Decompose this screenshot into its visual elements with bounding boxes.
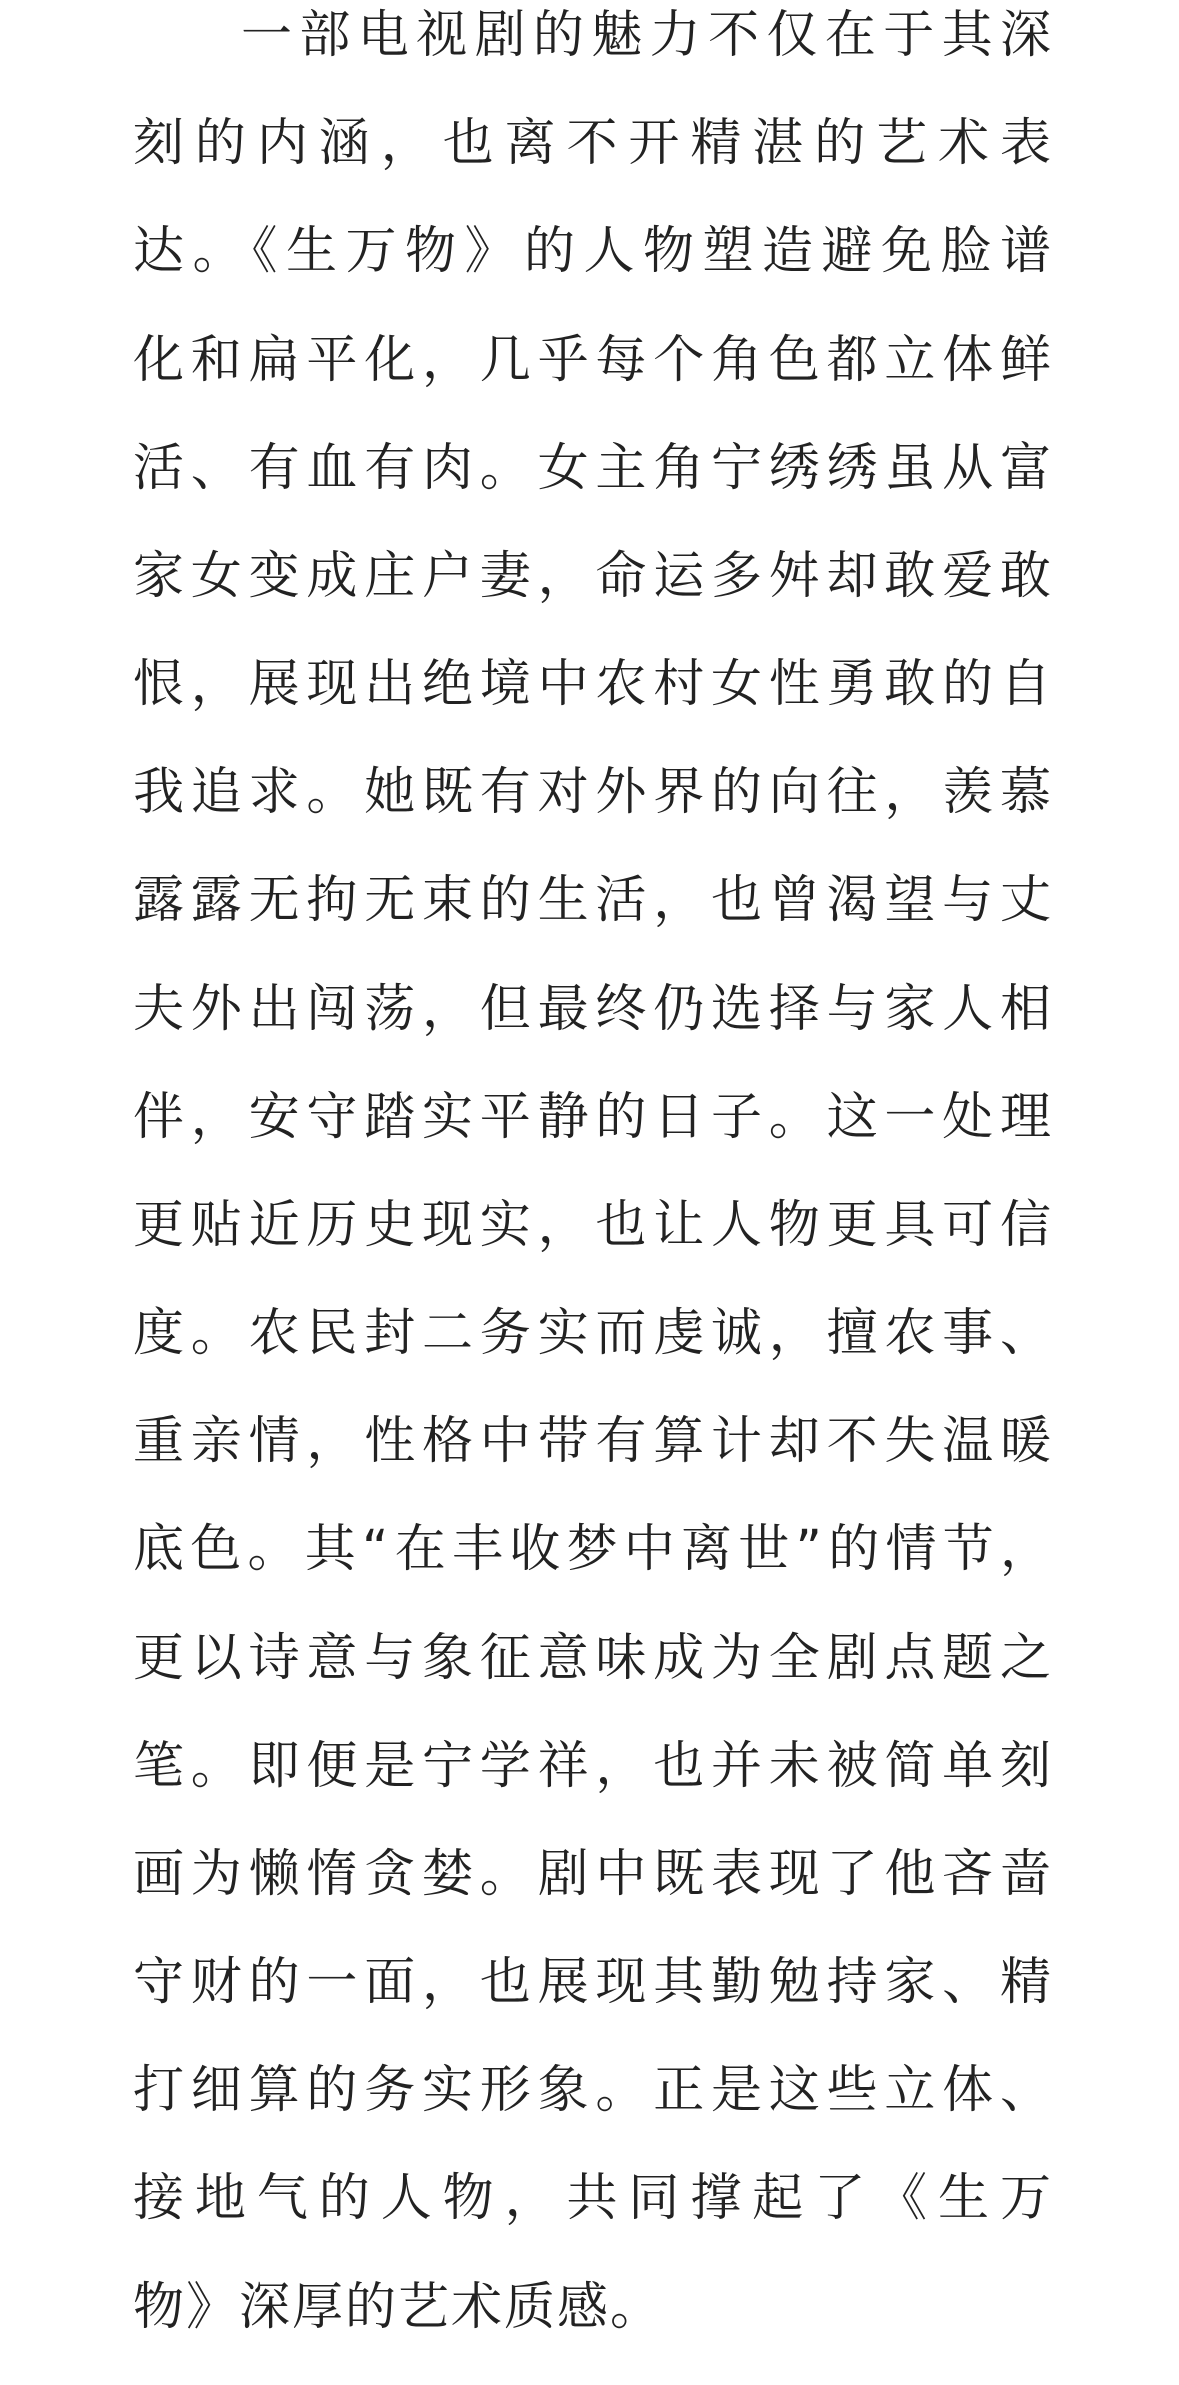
- paragraph-line: 更以诗意与象征意味成为全剧点题之: [133, 1629, 1053, 1688]
- paragraph-line: 底色。其“在丰收梦中离世”的情节，: [133, 1520, 1053, 1579]
- paragraph-line: 露露无拘无束的生活，也曾渴望与丈: [133, 871, 1053, 930]
- paragraph-line: 守财的一面，也展现其勤勉持家、精: [133, 1953, 1053, 2012]
- paragraph-line: 笔。即便是宁学祥，也并未被简单刻: [133, 1737, 1053, 1796]
- paragraph-line: 恨，展现出绝境中农村女性勇敢的自: [133, 655, 1053, 714]
- paragraph-line: 夫外出闯荡，但最终仍选择与家人相: [133, 980, 1053, 1039]
- paragraph-line: 活、有血有肉。女主角宁绣绣虽从富: [133, 439, 1053, 498]
- paragraph-line: 接地气的人物，共同撑起了《生万: [133, 2169, 1053, 2228]
- paragraph-line: 更贴近历史现实，也让人物更具可信: [133, 1196, 1053, 1255]
- paragraph-line: 画为懒惰贪婪。剧中既表现了他吝啬: [133, 1845, 1053, 1904]
- paragraph-line: 伴，安守踏实平静的日子。这一处理: [133, 1088, 1053, 1147]
- paragraph-line: 一部电视剧的魅力不仅在于其深: [241, 6, 1053, 65]
- paragraph-line: 我追求。她既有对外界的向往，羡慕: [133, 763, 1053, 822]
- paragraph-line: 重亲情，性格中带有算计却不失温暖: [133, 1412, 1053, 1471]
- paragraph-line: 物》深厚的艺术质感。: [133, 2278, 664, 2337]
- paragraph-line: 度。农民封二务实而虔诚，擅农事、: [133, 1304, 1053, 1363]
- paragraph-line: 达。《生万物》的人物塑造避免脸谱: [133, 222, 1053, 281]
- paragraph-line: 家女变成庄户妻，命运多舛却敢爱敢: [133, 547, 1053, 606]
- paragraph-line: 化和扁平化，几乎每个角色都立体鲜: [133, 331, 1053, 390]
- paragraph-line: 刻的内涵，也离不开精湛的艺术表: [133, 114, 1053, 173]
- paragraph-line: 打细算的务实形象。正是这些立体、: [133, 2061, 1053, 2120]
